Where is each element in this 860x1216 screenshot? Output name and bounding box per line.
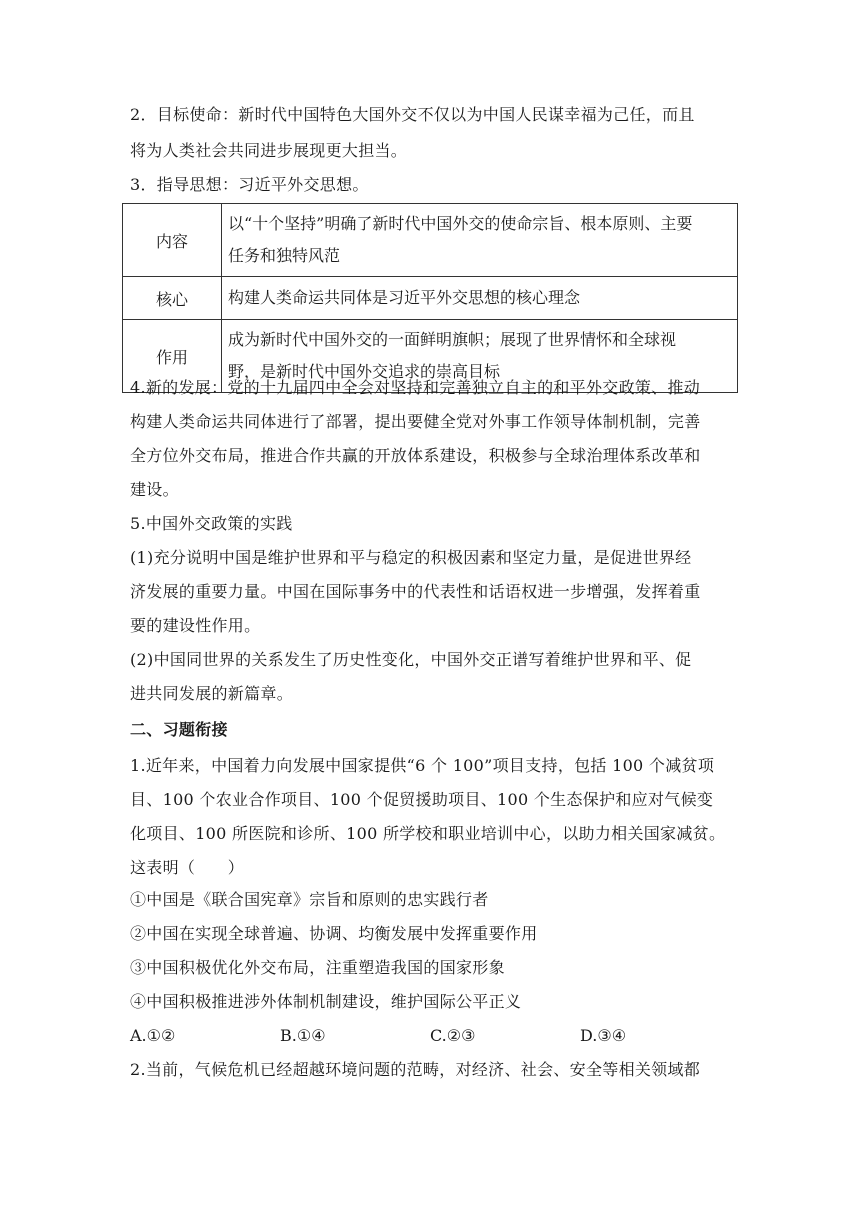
table-key-core: 核心 bbox=[123, 277, 222, 320]
choice-a: A.①② bbox=[130, 1026, 176, 1045]
development-line-4: 建设。 bbox=[130, 480, 179, 499]
development-line-3: 全方位外交布局，推进合作共赢的开放体系建设，积极参与全球治理体系改革和 bbox=[130, 446, 701, 465]
development-line-1: 4.新的发展：党的十九届四中全会对坚持和完善独立自主的和平外交政策、推动 bbox=[130, 378, 701, 397]
practice-heading: 5.中国外交政策的实践 bbox=[130, 514, 293, 533]
goal-line-2: 将为人类社会共同进步展现更大担当。 bbox=[130, 141, 408, 160]
q1-option-1: ①中国是《联合国宪章》宗旨和原则的忠实践行者 bbox=[130, 890, 489, 909]
table-value-line: 构建人类命运共同体是习近平外交思想的核心理念 bbox=[228, 288, 581, 307]
q2-line-1: 2.当前，气候危机已经超越环境问题的范畴，对经济、社会、安全等相关领域都 bbox=[130, 1060, 701, 1079]
table-value-line: 野，是新时代中国外交追求的崇高目标 bbox=[228, 362, 501, 381]
q1-option-2: ②中国在实现全球普遍、协调、均衡发展中发挥重要作用 bbox=[130, 924, 538, 943]
choice-c: C.②③ bbox=[430, 1026, 476, 1045]
practice-p1-line-2: 济发展的重要力量。中国在国际事务中的代表性和话语权进一步增强，发挥着重 bbox=[130, 582, 701, 601]
table-value-line: 成为新时代中国外交的一面鲜明旗帜；展现了世界情怀和全球视 bbox=[228, 330, 677, 349]
table-value-line: 任务和独特风范 bbox=[228, 246, 341, 265]
q1-answer-choices bbox=[130, 1026, 740, 1046]
q1-option-4: ④中国积极推进涉外体制机制建设，维护国际公平正义 bbox=[130, 992, 522, 1011]
development-line-2: 构建人类命运共同体进行了部署，提出要健全党对外事工作领导体制机制，完善 bbox=[130, 412, 701, 431]
table-row bbox=[123, 204, 738, 277]
guide-heading: 3．指导思想：习近平外交思想。 bbox=[130, 175, 369, 194]
section-title: 二、习题衔接 bbox=[130, 720, 228, 739]
table-key-role: 作用 bbox=[123, 320, 222, 393]
table-row bbox=[123, 277, 738, 320]
q1-line-2: 目、100 个农业合作项目、100 个促贸援助项目、100 个生态保护和应对气候变 bbox=[130, 790, 714, 809]
choice-b: B.①④ bbox=[280, 1026, 326, 1045]
table-value-content bbox=[222, 204, 738, 277]
table-value-core bbox=[222, 277, 738, 320]
q1-line-1: 1.近年来，中国着力向发展中国家提供“6 个 100”项目支持，包括 100 个减贫项 bbox=[130, 756, 715, 775]
table-value-line: 以“十个坚持”明确了新时代中国外交的使命宗旨、根本原则、主要 bbox=[228, 214, 693, 233]
goal-line-1: 2．目标使命：新时代中国特色大国外交不仅以为中国人民谋幸福为己任，而且 bbox=[130, 105, 695, 124]
q1-line-4: 这表明（ ） bbox=[130, 858, 245, 877]
choice-d: D.③④ bbox=[580, 1026, 627, 1045]
q1-line-3: 化项目、100 所医院和诊所、100 所学校和职业培训中心，以助力相关国家减贫。 bbox=[130, 824, 726, 843]
q1-option-3: ③中国积极优化外交布局，注重塑造我国的国家形象 bbox=[130, 958, 505, 977]
guide-thought-table bbox=[122, 203, 738, 393]
table-key-content: 内容 bbox=[123, 204, 222, 277]
practice-p1-line-3: 要的建设性作用。 bbox=[130, 616, 261, 635]
practice-p2-line-1: (2)中国同世界的关系发生了历史性变化，中国外交正谱写着维护世界和平、促 bbox=[130, 650, 692, 669]
practice-p1-line-1: (1)充分说明中国是维护世界和平与稳定的积极因素和坚定力量，是促进世界经 bbox=[130, 548, 692, 567]
practice-p2-line-2: 进共同发展的新篇章。 bbox=[130, 684, 294, 703]
